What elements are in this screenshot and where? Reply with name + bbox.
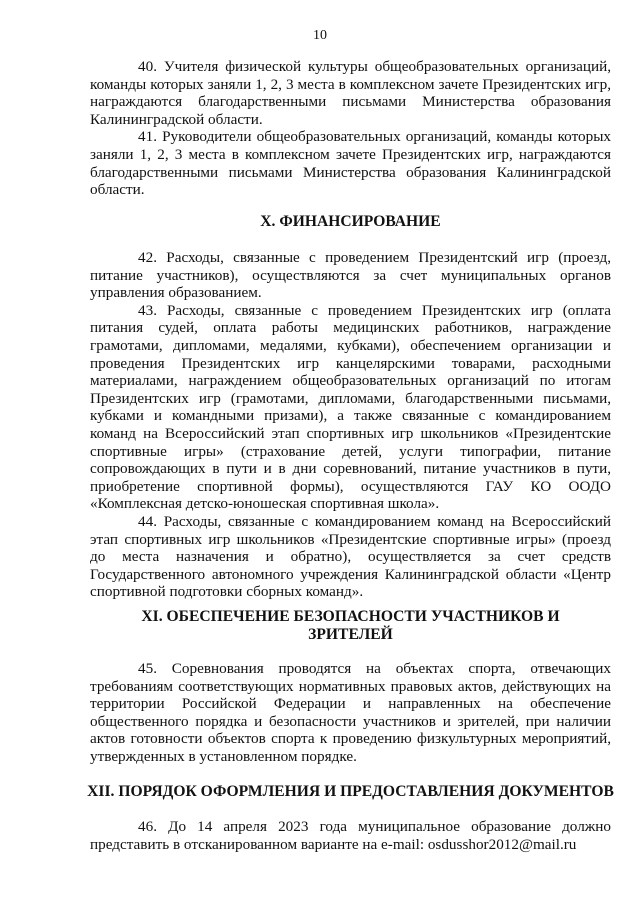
paragraph-44: 44. Расходы, связанные с командированием команд на Всероссийский этап спортивных игр школьников «Президентские спортивные игры» (проезд до места назначения и обратно), осуществляется за счет средств Государственного автономного учреждения Калининградской области «Центр спортивной подготовки сборных команд». bbox=[90, 512, 611, 601]
section-heading-documents: XII. ПОРЯДОК ОФОРМЛЕНИЯ И ПРЕДОСТАВЛЕНИЯ ДОКУМЕНТОВ bbox=[87, 783, 614, 800]
section-heading-safety bbox=[90, 608, 611, 644]
section-heading-safety-line2: ЗРИТЕЛЕЙ bbox=[308, 626, 393, 643]
paragraph-40: 40. Учителя физической культуры общеобразовательных организаций, команды которых заняли 1, 2, 3 места в комплексном зачете Президентских игр, награждаются благодарственными письмами Министерства образования Калининградской области. bbox=[90, 58, 611, 128]
paragraph-41: 41. Руководители общеобразовательных организаций, команды которых заняли 1, 2, 3 места в комплексном зачете Президентских игр, награждаются благодарственными письмами Министерства образования Калининградской области. bbox=[90, 128, 611, 199]
paragraph-46: 46. До 14 апреля 2023 года муниципальное образование должно представить в отсканированном варианте на e-mail: osdusshor2012@mail.ru bbox=[90, 818, 611, 853]
documents-block bbox=[90, 818, 611, 853]
intro-block bbox=[90, 58, 611, 199]
section-heading-safety-line1: XI. ОБЕСПЕЧЕНИЕ БЕЗОПАСНОСТИ УЧАСТНИКОВ И bbox=[141, 608, 560, 625]
paragraph-42: 42. Расходы, связанные с проведением Президентский игр (проезд, питание участников), осуществляются за счет муниципальных органов управления образованием. bbox=[90, 249, 611, 302]
financing-block bbox=[90, 249, 611, 601]
safety-block bbox=[90, 660, 611, 766]
paragraph-43: 43. Расходы, связанные с проведением Президентских игр (оплата питания судей, оплата работы медицинских работников, награждение грамотами, дипломами, медалями, кубками), обеспечением организации и проведения Президентских игр канцелярскими товарами, расходными материалами, награждением общеобразовательных организаций по итогам Президентских игр (грамотами, дипломами, благодарственными письмами, кубками и командными призами), а также связанные с командированием команд на Всероссийский этап спортивных игр школьников «Президентские спортивные игры» (страхование детей, услуги типографии, питание сопровождающих в пути и в дни соревнований, питание участников в пути, приобретение спортивной формы), осуществляются ГАУ КО ООДО «Комплексная детско-юношеская спортивная школа». bbox=[90, 301, 611, 513]
paragraph-45: 45. Соревнования проводятся на объектах спорта, отвечающих требованиям соответствующих нормативных правовых актов, действующих на территории Российской Федерации и направленных на обеспечение общественного порядка и безопасности участников и зрителей, при наличии актов готовности объектов спорта к проведению физкультурных мероприятий, утвержденных в установленном порядке. bbox=[90, 660, 611, 765]
section-heading-financing: X. ФИНАНСИРОВАНИЕ bbox=[260, 213, 441, 230]
page-number: 10 bbox=[313, 28, 327, 43]
